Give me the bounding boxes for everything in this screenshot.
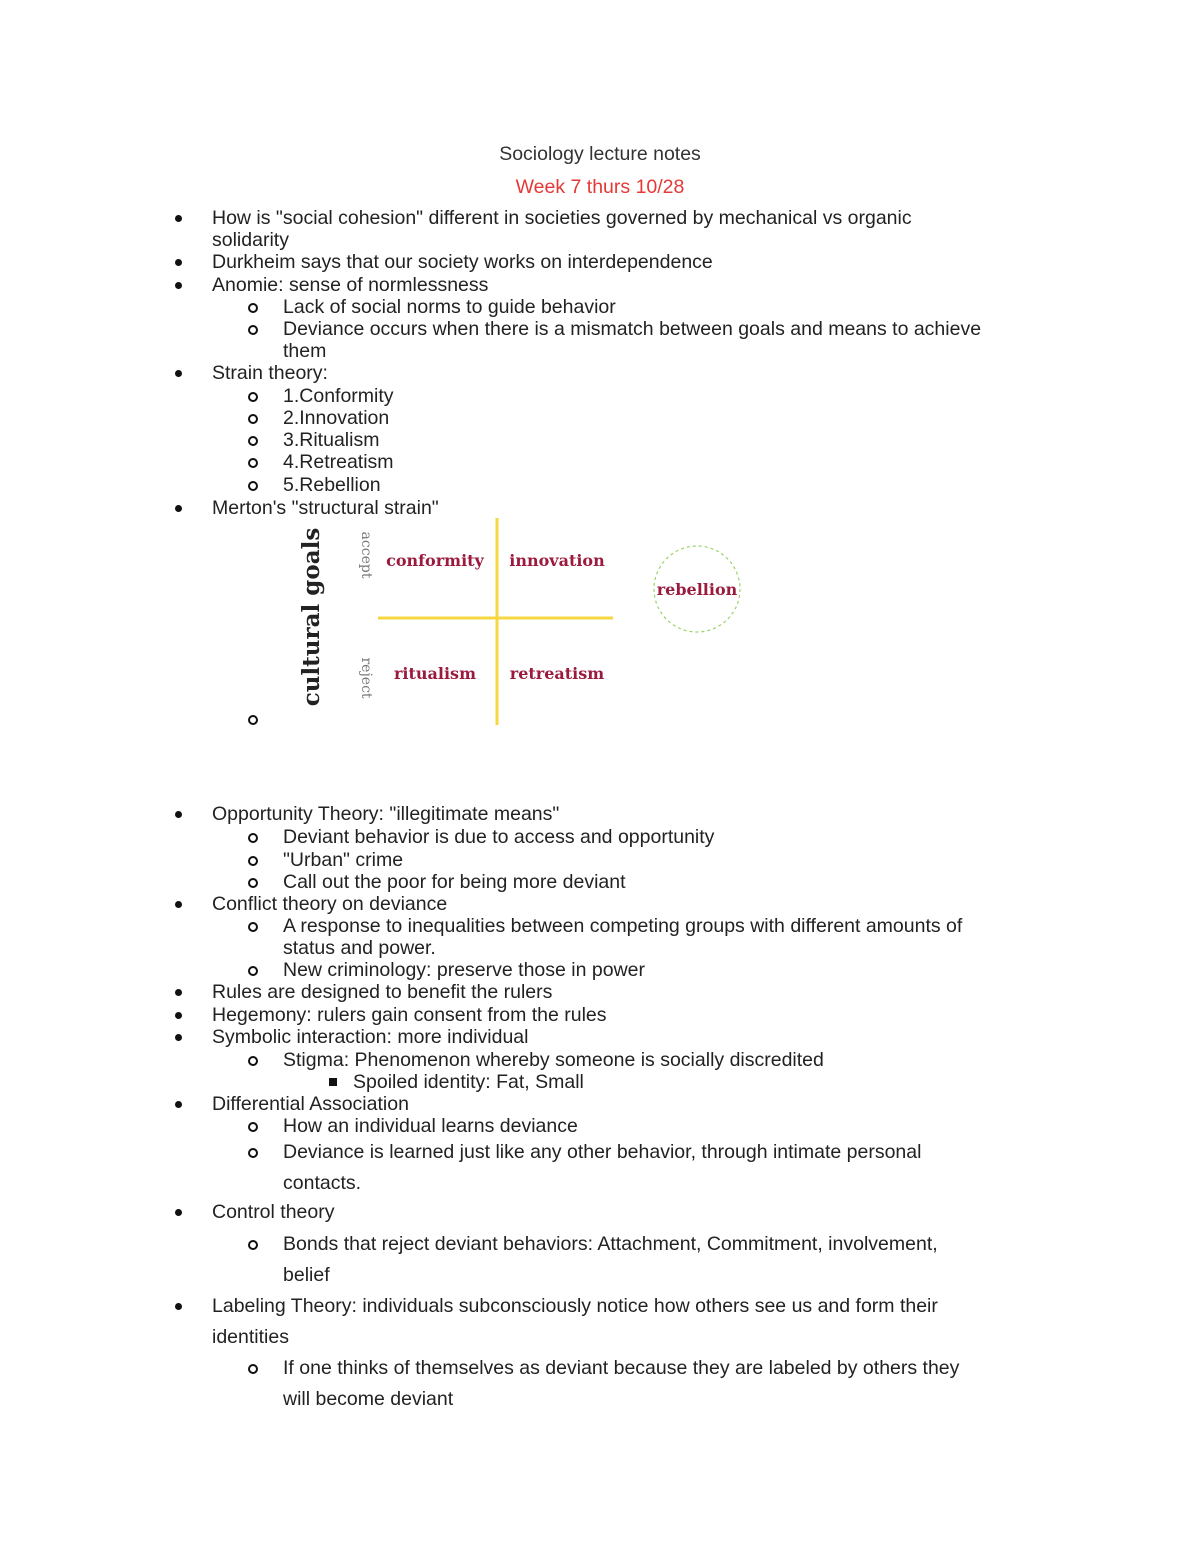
merton-strain-diagram [290, 515, 760, 730]
list-item-text: How is "social cohesion" different in societies governed by mechanical vs organic [212, 207, 912, 229]
bullet-circle [248, 414, 258, 424]
list-item-text: contacts. [283, 1172, 362, 1194]
bullet-circle [248, 878, 258, 888]
bullet-circle [248, 436, 258, 446]
list-item-text: Hegemony: rulers gain consent from the rules [212, 1004, 607, 1026]
list-item-text: 3.Ritualism [283, 429, 380, 451]
list-item-text: Deviance is learned just like any other behavior, through intimate personal [283, 1141, 922, 1163]
list-item-text: Durkheim says that our society works on interdependence [212, 251, 713, 273]
bullet-circle [248, 325, 258, 335]
bullet-circle [248, 1056, 258, 1066]
list-item-text: Symbolic interaction: more individual [212, 1026, 529, 1048]
bullet-dot [175, 1101, 182, 1108]
page-subtitle: Week 7 thurs 10/28 [515, 176, 685, 198]
bullet-circle [248, 922, 258, 932]
list-item-text: Lack of social norms to guide behavior [283, 296, 616, 318]
bullet-dot [175, 282, 182, 289]
list-item-text: Spoiled identity: Fat, Small [353, 1071, 584, 1093]
cell-conformity: conformity [386, 551, 484, 570]
list-item-text: Opportunity Theory: "illegitimate means" [212, 803, 560, 825]
list-item-text: How an individual learns deviance [283, 1115, 578, 1137]
list-item-text: 2.Innovation [283, 407, 390, 429]
list-item-text: Merton's "structural strain" [212, 497, 439, 519]
list-item-text: Deviant behavior is due to access and opportunity [283, 826, 715, 848]
cell-retreatism: retreatism [509, 664, 605, 683]
list-item-text: Stigma: Phenomenon whereby someone is socially discredited [283, 1049, 824, 1071]
list-item-text: Labeling Theory: individuals subconsciously notice how others see us and form their [212, 1295, 938, 1317]
outside-rebellion: rebellion [656, 580, 738, 599]
list-item-text: Rules are designed to benefit the rulers [212, 981, 553, 1003]
bullet-dot [175, 1012, 182, 1019]
list-item-text: belief [283, 1264, 330, 1286]
list-item-text: Control theory [212, 1201, 335, 1223]
list-item-text: Deviance occurs when there is a mismatch between goals and means to achieve [283, 318, 982, 340]
list-item-text: Conflict theory on deviance [212, 893, 448, 915]
bullet-circle [248, 1148, 258, 1158]
page-title: Sociology lecture notes [499, 143, 701, 165]
diagram-axis-title: cultural goals [298, 527, 325, 707]
list-item-text: 1.Conformity [283, 385, 394, 407]
list-item-text: Anomie: sense of normlessness [212, 274, 489, 296]
list-item-text: Differential Association [212, 1093, 409, 1115]
bullet-dot [175, 505, 182, 512]
list-item-text: Bonds that reject deviant behaviors: Attachment, Commitment, involvement, [283, 1233, 938, 1255]
list-item-text: solidarity [212, 229, 289, 251]
list-item-text: 5.Rebellion [283, 474, 381, 496]
bullet-square [329, 1078, 337, 1086]
bullet-circle [248, 303, 258, 313]
list-item-text: identities [212, 1326, 289, 1348]
list-item-text: will become deviant [283, 1388, 454, 1410]
bullet-dot [175, 811, 182, 818]
bullet-dot [175, 1209, 182, 1216]
list-item-text: them [283, 340, 327, 362]
bullet-circle [248, 481, 258, 491]
diagram-row-accept: accept [358, 531, 374, 579]
bullet-dot [175, 370, 182, 377]
bullet-dot [175, 259, 182, 266]
bullet-circle [248, 715, 258, 725]
list-item-text: New criminology: preserve those in power [283, 959, 645, 981]
bullet-circle [248, 856, 258, 866]
list-item-text: Call out the poor for being more deviant [283, 871, 626, 893]
bullet-circle [248, 1240, 258, 1250]
diagram-row-reject: reject [358, 657, 374, 699]
bullet-dot [175, 215, 182, 222]
list-item-text: 4.Retreatism [283, 451, 394, 473]
bullet-circle [248, 458, 258, 468]
bullet-circle [248, 392, 258, 402]
cell-innovation: innovation [509, 551, 605, 570]
bullet-circle [248, 966, 258, 976]
list-item-text: Strain theory: [212, 362, 328, 384]
list-item-text: "Urban" crime [283, 849, 404, 871]
bullet-circle [248, 833, 258, 843]
bullet-dot [175, 1303, 182, 1310]
bullet-dot [175, 901, 182, 908]
bullet-circle [248, 1364, 258, 1374]
cell-ritualism: ritualism [394, 664, 476, 683]
bullet-dot [175, 989, 182, 996]
list-item-text: If one thinks of themselves as deviant because they are labeled by others they [283, 1357, 960, 1379]
bullet-dot [175, 1034, 182, 1041]
list-item-text: status and power. [283, 937, 436, 959]
bullet-circle [248, 1122, 258, 1132]
list-item-text: A response to inequalities between competing groups with different amounts of [283, 915, 963, 937]
